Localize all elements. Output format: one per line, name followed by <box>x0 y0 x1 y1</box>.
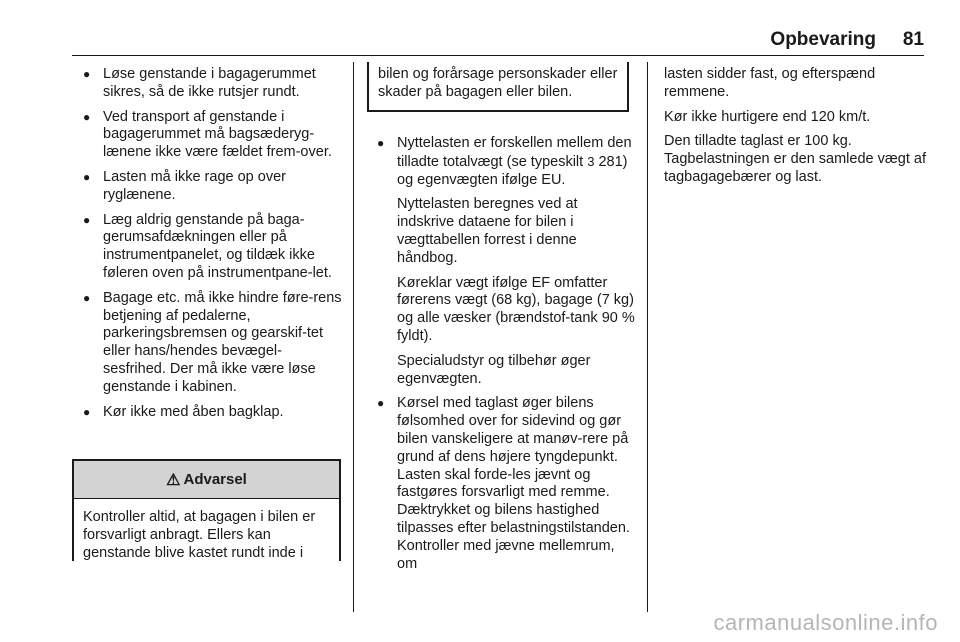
list-item: ● Løse genstande i bagagerummet sikres, så de ikke rutsjer rundt. <box>80 66 342 102</box>
page-number: 81 <box>902 29 924 50</box>
paragraph: Køreklar vægt ifølge EF omfatter førerens vægt (68 kg), bagage (7 kg) og alle væsker (brændstof-tank 90 % fyldt). <box>397 274 635 344</box>
list-item: ● Ved transport af genstande i bagagerummet må bagsæderyg-lænene ikke være fældet frem-over. <box>80 109 342 162</box>
payload-text-a: Nyttelasten er forskellen mellem den tilladte totalvægt (se typeskilt <box>397 135 632 170</box>
warning-body: Kontroller altid, at bagagen i bilen er forsvarligt anbragt. Ellers kan genstande blive kastet rundt inde i <box>83 509 316 561</box>
warning-body-continued: bilen og forårsage personskader eller skader på bagagen eller bilen. <box>378 66 618 100</box>
cargo-rules-list <box>80 66 342 421</box>
warning-box-continued <box>367 62 629 112</box>
list-item: ● Kør ikke med åben bagklap. <box>80 404 342 422</box>
roof-load-list <box>374 395 636 573</box>
column-divider-2 <box>647 62 648 612</box>
paragraph: lasten sidder fast, og efterspænd remmene. <box>664 66 876 100</box>
column-divider-1 <box>353 62 354 612</box>
list-item: ● Lasten må ikke rage op over ryglænene. <box>80 169 342 205</box>
paragraph: Nyttelasten beregnes ved at indskrive dataene for bilen i vægttabellen forrest i denne håndbog. <box>397 196 578 266</box>
paragraph: Specialudstyr og tilbehør øger egenvægten. <box>397 352 591 387</box>
column-2 <box>374 135 636 580</box>
paragraph: Kør ikke hurtigere end 120 km/t. <box>664 108 871 125</box>
warning-box <box>72 459 341 561</box>
header-divider <box>72 55 924 56</box>
load-info-list <box>374 135 636 189</box>
column-1 <box>80 66 342 428</box>
list-item: ● Bagage etc. må ikke hindre føre-rens betjening af pedalerne, parkeringsbremsen og gearskif-tet eller hans/hendes bevægel-sesfrihed. Der må ikke være løse genstande i kabinen. <box>80 290 342 397</box>
list-item <box>374 135 636 189</box>
warning-header <box>74 461 339 499</box>
warning-title: Advarsel <box>183 471 247 488</box>
column-3 <box>664 66 929 194</box>
watermark: carmanualsonline.info <box>713 610 938 635</box>
list-item: ● Læg aldrig genstande på baga-gerumsafdækningen eller på instrumentpanelet, og tildæk ikke føleren oven på instrumentpane-let. <box>80 212 342 283</box>
page-title: Opbevaring <box>770 29 876 50</box>
warning-triangle-icon: ⚠ <box>166 471 181 489</box>
list-item: ● Kørsel med taglast øger bilens følsomhed over for sidevind og gør bilen vanskeligere at manøv-rere på grund af dens højere tyngdepunkt. Lasten skal forde-les jævnt og fastgøres forsvarligt med remme. Dæktrykket og bilens hastighed tilpasses efter belastningstilstanden. Kontroller med jævne mellemrum, om <box>374 395 636 573</box>
paragraph: Den tilladte taglast er 100 kg. Tagbelastningen er den samlede vægt af tagbagagebærer og last. <box>664 133 926 185</box>
payload-text-b: 281) og egenvægten ifølge EU. <box>397 153 628 188</box>
page-reference-icon[interactable]: 3 <box>587 153 595 169</box>
